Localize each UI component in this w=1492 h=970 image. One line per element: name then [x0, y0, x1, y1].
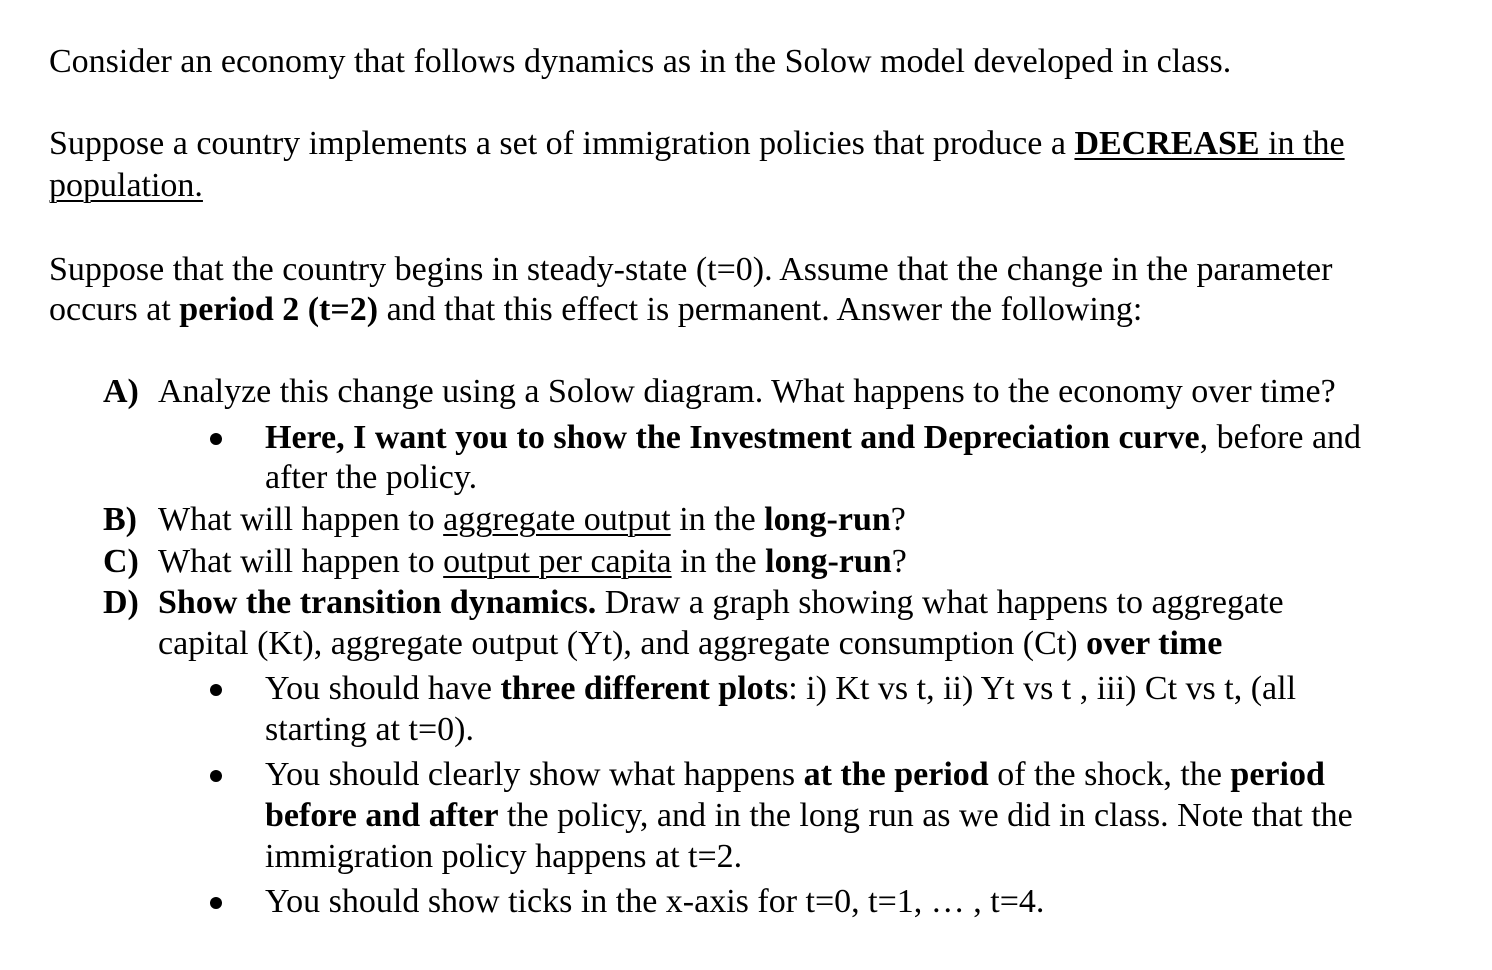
d-bullet-2-line-2-post: the policy, and in the long run as we did in class. Note that the [498, 797, 1353, 834]
d-bullet-2-pre: You should clearly show what happens [265, 756, 804, 793]
long-run-emphasis: long-run [765, 543, 892, 580]
question-c-mid: in the [671, 543, 766, 580]
question-d-line-2-text: capital (Kt), aggregate output (Yt), and aggregate consumption (Ct) [158, 625, 1087, 662]
period-emphasis: period [1230, 756, 1325, 793]
question-a-label: A) [103, 373, 139, 410]
policy-line-1 [49, 124, 1345, 164]
question-d-bullet-2-line-1 [265, 755, 1325, 795]
question-d-bullet-2-line-3: immigration policy happens at t=2. [265, 838, 743, 875]
question-c-text [158, 542, 907, 582]
period-emphasis: period 2 (t=2) [179, 291, 379, 328]
question-a-bullet-line-2: after the policy. [265, 459, 478, 496]
bullet-icon [210, 897, 222, 909]
question-a-bullet-line-1 [265, 418, 1361, 458]
bullet-icon [210, 770, 222, 782]
question-d-line-2 [158, 624, 1222, 664]
three-plots-emphasis: three different plots [500, 670, 789, 707]
d-bullet-2-mid: of the shock, the [988, 756, 1231, 793]
bullet-icon [210, 433, 222, 445]
bullet-icon [210, 684, 222, 696]
at-the-period-emphasis: at the period [803, 756, 989, 793]
transition-dynamics-emphasis: Show the transition dynamics. [158, 584, 597, 621]
decrease-emphasis: DECREASE [1074, 125, 1260, 162]
question-c-label: C) [103, 543, 139, 580]
output-per-capita-term: output per capita [443, 543, 672, 580]
question-b-text [158, 500, 906, 540]
question-d-line-1 [158, 583, 1284, 623]
question-d-bullet-1-line-1 [265, 669, 1296, 709]
policy-line-2 [49, 166, 203, 206]
question-a-bullet-post: , before and [1199, 419, 1362, 456]
setup-line-1: Suppose that the country begins in steady-state (t=0). Assume that the change in the parameter [49, 251, 1333, 288]
population-word: population. [49, 167, 203, 204]
setup-text-post: and that this effect is permanent. Answer the following: [378, 291, 1143, 328]
aggregate-output-term: aggregate output [443, 501, 671, 538]
question-b-mid: in the [670, 501, 765, 538]
question-c-pre: What will happen to [158, 543, 444, 580]
d-bullet-1-post: : i) Kt vs t, ii) Yt vs t , iii) Ct vs t, (all [788, 670, 1297, 707]
question-b-post: ? [890, 501, 906, 538]
question-d-bullet-1-line-2: starting at t=0). [265, 711, 474, 748]
question-d-label: D) [103, 584, 139, 621]
setup-text-pre: occurs at [49, 291, 180, 328]
question-a-bullet-bold: Here, I want you to show the Investment and Depreciation curve [265, 419, 1200, 456]
policy-underlined-tail: in the [1259, 125, 1345, 162]
question-d-post: Draw a graph showing what happens to aggregate [596, 584, 1284, 621]
question-a-text: Analyze this change using a Solow diagram. What happens to the economy over time? [158, 373, 1336, 410]
before-and-after-emphasis: before and after [265, 797, 499, 834]
question-c-post: ? [891, 543, 907, 580]
long-run-emphasis: long-run [764, 501, 891, 538]
question-d-bullet-3: You should show ticks in the x-axis for t=0, t=1, … , t=4. [265, 883, 1045, 920]
question-b-pre: What will happen to [158, 501, 444, 538]
over-time-emphasis: over time [1086, 625, 1223, 662]
d-bullet-1-pre: You should have [265, 670, 501, 707]
setup-line-2 [49, 290, 1142, 330]
policy-text: Suppose a country implements a set of immigration policies that produce a [49, 125, 1075, 162]
question-d-bullet-2-line-2 [265, 796, 1353, 836]
intro-text: Consider an economy that follows dynamics as in the Solow model developed in class. [49, 43, 1232, 80]
question-b-label: B) [103, 501, 137, 538]
